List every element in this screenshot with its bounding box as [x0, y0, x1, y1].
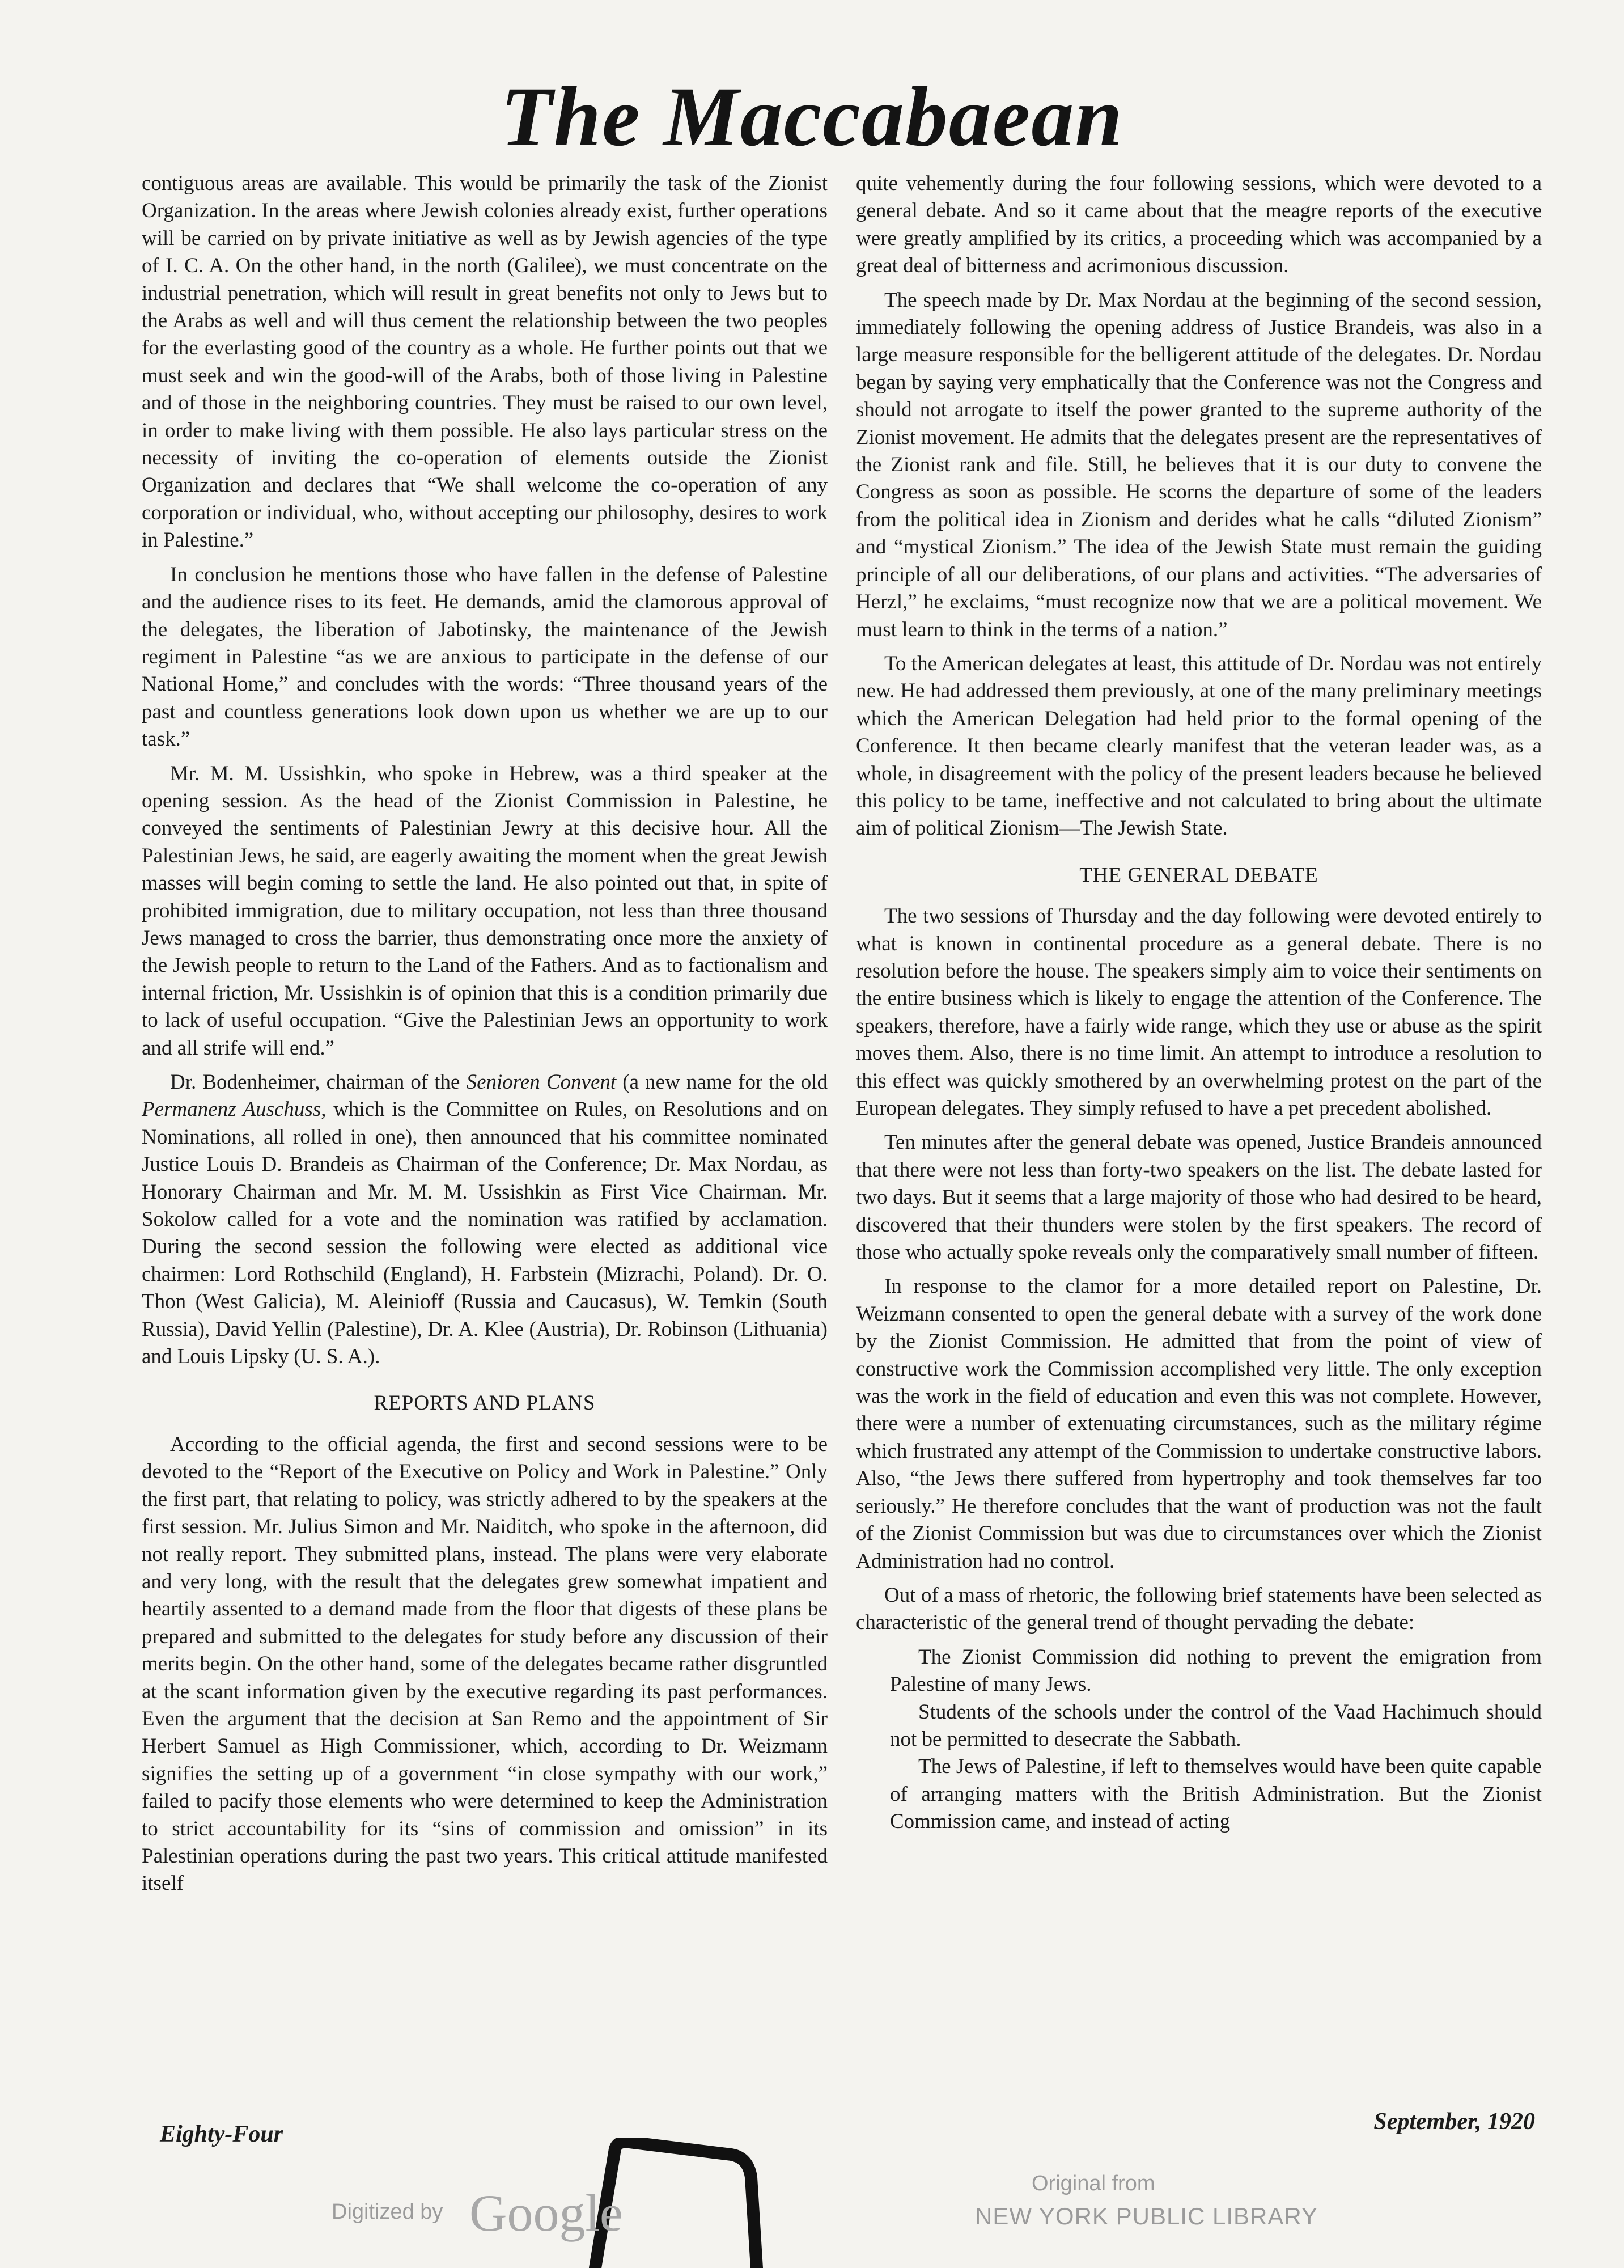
debate-statement-1: The Zionist Commission did nothing to prevent the emigration from Palestine of many Jews. [890, 1645, 1542, 1696]
left-paragraph-2: In conclusion he mentions those who have fallen in the defense of Palestine and the audience rises to its feet. He demands, amid the clamorous approval of the delegates, the liberation of Jabotinsky, the maintenance of the Jewish regiment in Palestine “as we are anxious to participate in the defense of our National Home,” and concludes with the words: “Three thousand years of the past and countless generations look down upon us whether we are up to our task.” [142, 562, 828, 751]
digitized-by-label: Digitized by [332, 2200, 443, 2224]
original-from-label: Original from [1032, 2172, 1155, 2195]
section-heading-reports-and-plans: REPORTS AND PLANS [374, 1391, 596, 1415]
google-logo: Google [469, 2184, 623, 2242]
right-paragraph-3: To the American delegates at least, this attitude of Dr. Nordau was not entirely new. He had addressed them previously, at one of the many preliminary meetings which the American Delegation had held prior to the formal opening of the Conference. It then became clearly manifest that the veteran leader was, as a whole, in disagreement with the policy of the present leaders because he believed this policy to be tame, ineffective and not calculated to bring about the ultimate aim of political Zionism—The Jewish State. [856, 651, 1542, 840]
left-column [142, 170, 828, 1905]
right-paragraph-6: In response to the clamor for a more detailed report on Palestine, Dr. Weizmann consented to open the general debate with a survey of the work done by the Zionist Commission. He admitted that from the point of view of constructive work the Commission accomplished very little. The only exception was the work in the field of education and even this was not complete. However, there were a number of extenuating circumstances, such as the military régime which frustrated any attempt of the Commission to undertake constructive labors. Also, “the Jews there suffered from hypertrophy and took themselves far too seriously.” He therefore concludes that the want of production was not the fault of the Zionist Commission but was due to circumstances over which the Zionist Administration had no control. [856, 1275, 1542, 1573]
left-paragraph-4 [142, 1069, 828, 1370]
right-paragraph-5: Ten minutes after the general debate was opened, Justice Brandeis announced that there were not less than forty-two speakers on the list. The debate lasted for two days. But it seems that a large majority of those who had desired to be heard, discovered that their thunders were stolen by the first speakers. The record of those who actually spoke reveals only the comparatively small number of fifteen. [856, 1131, 1542, 1264]
right-paragraph-4: The two sessions of Thursday and the day following were devoted entirely to what is known in continental procedure as a general debate. There is no resolution before the house. The speakers simply aim to voice their sentiments on the entire business which is likely to engage the attention of the Conference. The speakers, therefore, have a fairly wide range, which they use or abuse as the spirit moves them. Also, there is no time limit. An attempt to introduce a resolution to this effect was quickly smothered by an overwhelming protest on the part of the European delegates. They simply refused to have a pet precedent abolished. [856, 904, 1542, 1120]
right-column [856, 170, 1542, 1836]
section-heading-general-debate: THE GENERAL DEBATE [1079, 863, 1318, 887]
debate-statement-3: The Jews of Palestine, if left to themselves would have been quite capable of arranging matters with the British Administration. But the Zionist Commission came, and instead of acting [890, 1755, 1542, 1834]
left-paragraph-4-part-c: , which is the Committee on Rules, on Resolutions and on Nominations, all rolled in one), then announced that his committee nominated Justice Louis D. Brandeis as Chairman of the Conference; Dr. Max Nordau, as Honorary Chairman and Mr. M. M. Ussishkin as First Vice Chairman. Mr. Sokolow called for a vote and the nomination was ratified by acclamation. During the second session the following were elected as additional vice chairmen: Lord Rothschild (England), H. Farbstein (Mizrachi, Poland). Dr. O. Thon (West Galicia), M. Aleinioff (Russia and Caucasus), W. Temkin (South Russia), David Yellin (Palestine), Dr. A. Klee (Austria), Dr. Robinson (Lithuania) and Louis Lipsky (U. S. A.). [142, 1098, 828, 1369]
left-paragraph-4-part-b: (a new name for the old [616, 1070, 828, 1094]
debate-statement-2: Students of the schools under the control of the Vaad Hachimuch should not be permitted to desecrate the Sabbath. [890, 1700, 1542, 1751]
library-name: NEW YORK PUBLIC LIBRARY [975, 2203, 1318, 2229]
masthead-title: The Maccabaean [501, 70, 1123, 164]
left-paragraph-1: contiguous areas are available. This would be primarily the task of the Zionist Organization. In the areas where Jewish colonies already exist, further operations will be carried on by private initiative as well as by Jewish agencies of the type of I. C. A. On the other hand, in the north (Galilee), we must concentrate on the industrial penetration, which will result in great benefits not only to Jews but to the Arabs as well and will thus cement the relationship between the two peoples for the everlasting good of the country as a whole. He further points out that we must seek and win the good-will of the Arabs, both of those living in Palestine and of those in the neighboring countries. They must be raised to our own level, in order to make living with them possible. He also lays particular stress on the necessity of inviting the co-operation of elements outside the Zionist Organization and declares that “We shall welcome the co-operation of any corporation or individual, who, without accepting our philosophy, desires to work in Palestine.” [142, 172, 828, 552]
right-paragraph-1: quite vehemently during the four following sessions, which were devoted to a general debate. And so it came about that the meagre reports of the executive were greatly amplified by its critics, a proceeding which was accompanied by a great deal of bitterness and acrimonious discussion. [856, 172, 1542, 278]
debate-statements-block [856, 1644, 1542, 1836]
left-paragraph-4-part-a: Dr. Bodenheimer, chairman of the [170, 1070, 467, 1094]
permanenz-auschuss-term: Permanenz Auschuss [142, 1098, 321, 1122]
page-number: Eighty-Four [160, 2121, 283, 2147]
right-paragraph-7: Out of a mass of rhetoric, the following brief statements have been selected as characteristic of the general trend of thought pervading the debate: [856, 1583, 1542, 1635]
left-paragraph-3: Mr. M. M. Ussishkin, who spoke in Hebrew, was a third speaker at the opening session. As the head of the Zionist Commission in Palestine, he conveyed the sentiments of Palestinian Jewry at this decisive hour. All the Palestinian Jews, he said, are eagerly awaiting the moment when the great Jewish masses will begin coming to settle the land. He also pointed out that, in spite of prohibited immigration, due to military occupation, not less than three thousand Jews managed to cross the barrier, thus demonstrating once more the anxiety of the Jewish people to return to the Land of the Fathers. And as to factionalism and internal friction, Mr. Ussishkin is of opinion that this is a condition primarily due to lack of useful occupation. “Give the Palestinian Jews an opportunity to work and all strife will end.” [142, 761, 828, 1060]
right-paragraph-2: The speech made by Dr. Max Nordau at the beginning of the second session, immediately following the opening address of Justice Brandeis, was also in a large measure responsible for the belligerent attitude of the delegates. Dr. Nordau began by saying very emphatically that the Conference was not the Congress and should not arrogate to itself the power granted to the supreme authority of the Zionist movement. He admits that the delegates present are the representatives of the Zionist rank and file. Still, he believes that it is our duty to convene the Congress as soon as possible. He scorns the departure of some of the leaders from the political idea in Zionism and derides what he calls “diluted Zionism” and “mystical Zionism.” The idea of the Jewish State must remain the guiding principle of all our deliberations, of our plans and activities. “The adversaries of Herzl,” he exclaims, “must recognize now that we are a political movement. We must learn to think in the terms of a nation.” [856, 288, 1542, 641]
senioren-convent-term: Senioren Convent [466, 1070, 617, 1094]
issue-date: September, 1920 [1373, 2109, 1535, 2135]
left-paragraph-5: According to the official agenda, the first and second sessions were to be devoted to the “Report of the Executive on Policy and Work in Palestine.” Only the first part, that relating to policy, was strictly adhered to by the speakers at the first session. Mr. Julius Simon and Mr. Naiditch, who spoke in the afternoon, did not really report. They submitted plans, instead. The plans were very elaborate and very long, with the result that the delegates grew somewhat impatient and heartily assented to a demand made from the floor that digests of these plans be prepared and submitted to the delegates for study before any discussion of their merits begin. On the other hand, some of the delegates became rather disgruntled at the scant information given by the executive regarding its past performances. Even the argument that the decision at San Remo and the appointment of Sir Herbert Samuel as High Commissioner, which, according to Dr. Weizmann signifies the setting up of a government “in close sympathy with our work,” failed to pacify those elements who were determined to keep the Administration to strict accountability for its “sins of commission and omission” in its Palestinian operations during the past two years. This critical attitude manifested itself [142, 1432, 828, 1895]
